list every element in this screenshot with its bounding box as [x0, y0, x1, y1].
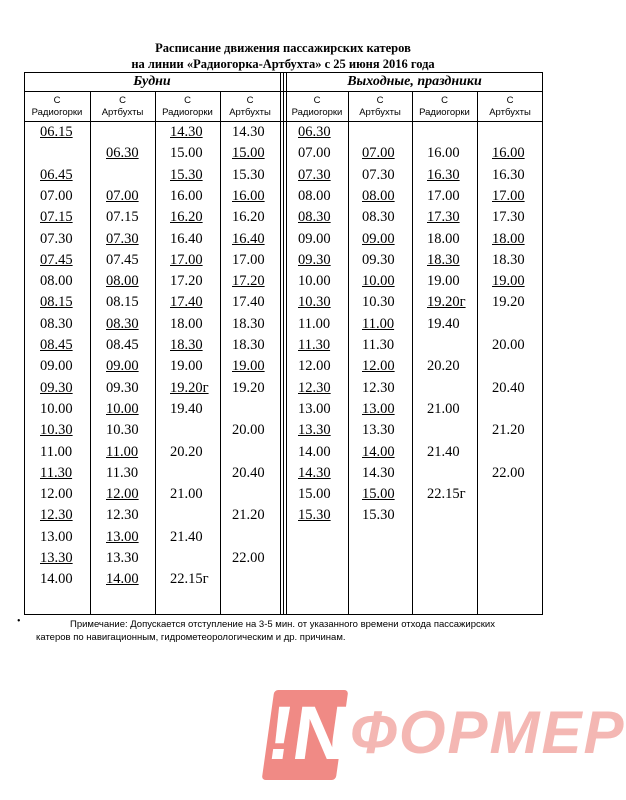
weekdays-header: Будни: [133, 74, 171, 89]
departure-time: 13.00: [362, 400, 395, 417]
informer-logo: [262, 690, 626, 780]
departure-time: 08.30: [362, 209, 395, 226]
departure-time: 11.00: [298, 315, 331, 332]
departure-time: 19.20г: [170, 379, 209, 396]
departure-time: 16.00: [427, 145, 460, 162]
departure-time: 10.00: [106, 400, 139, 417]
departure-time: 06.30: [298, 124, 331, 140]
departure-time: 17.30: [427, 209, 460, 226]
departure-time: 21.40: [170, 528, 203, 545]
departure-time: 16.20: [170, 209, 203, 226]
departure-time: 07.00: [106, 187, 139, 204]
departure-time: 17.00: [232, 251, 265, 268]
column-header-line: С: [246, 95, 254, 106]
departure-time: 09.30: [298, 251, 331, 268]
departure-time: 20.40: [492, 379, 525, 396]
footnote-line-2: катеров по навигационным, гидрометеорологическим и др. причинам.: [36, 632, 346, 643]
column-header-line: Радиогорки: [162, 107, 213, 118]
departure-time: 17.00: [492, 187, 525, 204]
departure-time: 11.00: [362, 315, 395, 332]
departure-time: 11.30: [362, 337, 395, 353]
departure-time: 07.15: [40, 209, 73, 226]
departure-time: 13.30: [40, 550, 73, 566]
column-divider: [348, 91, 349, 615]
departure-time: 14.00: [298, 443, 331, 460]
departure-time: 06.30: [106, 145, 139, 162]
departure-time: 07.45: [40, 251, 73, 268]
departure-time: 10.00: [40, 400, 73, 417]
departure-time: 12.00: [106, 486, 139, 503]
departure-time: 17.40: [170, 294, 203, 311]
departure-time: 13.30: [298, 422, 331, 439]
departure-time: 21.20: [492, 422, 525, 439]
departure-time: 08.00: [106, 273, 139, 290]
departure-time: 22.00: [492, 464, 525, 481]
departure-time: 17.30: [492, 209, 525, 226]
departure-time: 20.00: [232, 422, 265, 439]
departure-time: 16.00: [170, 187, 203, 204]
column-header-line: С: [506, 95, 514, 106]
departure-time: 09.30: [106, 379, 139, 396]
departure-time: 20.00: [492, 337, 525, 353]
departure-time: 21.40: [427, 443, 460, 460]
departure-time: 12.30: [298, 379, 331, 396]
departure-time: 13.30: [362, 422, 395, 439]
column-header-line: Радиогорки: [419, 107, 470, 118]
column-header-line: Радиогорки: [291, 107, 343, 118]
departure-time: 20.20: [427, 358, 460, 375]
departure-time: 12.00: [298, 358, 331, 375]
departure-time: 13.00: [40, 528, 73, 545]
departure-time: 17.00: [427, 187, 460, 204]
departure-time: 12.30: [362, 379, 395, 396]
departure-time: 15.30: [362, 507, 395, 524]
departure-time: 10.00: [298, 273, 331, 290]
departure-time: 10.00: [362, 273, 395, 290]
departure-time: 11.30: [298, 337, 331, 353]
departure-time: 14.00: [40, 571, 73, 588]
departure-time: 09.30: [362, 251, 395, 268]
footnote-line-1: Примечание: Допускается отступление на 3-5 мин. от указанного времени отхода пассажирских: [70, 619, 495, 630]
departure-time: 08.30: [106, 315, 139, 332]
departure-time: 11.00: [40, 443, 73, 460]
departure-time: 17.20: [170, 273, 203, 290]
departure-time: 16.00: [492, 145, 525, 162]
departure-time: 06.45: [40, 166, 73, 183]
departure-time: 07.30: [106, 230, 139, 247]
column-header-line: С: [441, 95, 448, 106]
departure-time: 15.00: [170, 145, 203, 162]
departure-time: 15.00: [362, 486, 395, 503]
departure-time: 14.30: [298, 464, 331, 481]
column-header: [24, 95, 90, 119]
column-header: [155, 95, 220, 119]
departure-time: 21.00: [170, 486, 203, 503]
departure-time: 08.45: [106, 337, 139, 353]
departure-time: 09.30: [40, 379, 73, 396]
logo-wordmark: ФОРМЕР: [350, 699, 626, 766]
departure-time: 22.15г: [170, 571, 209, 588]
bullet-mark: •: [17, 616, 21, 627]
departure-time: 13.00: [106, 528, 139, 545]
title-line-2: на линии «Радиогорка-Артбухта» с 25 июня 2016 года: [131, 57, 435, 71]
departure-time: 19.20: [232, 379, 265, 396]
departure-time: 08.15: [40, 294, 73, 311]
column-header: [477, 95, 543, 119]
logo-mark: [262, 690, 355, 780]
departure-time: 22.00: [232, 550, 265, 566]
departure-time: 18.30: [492, 251, 525, 268]
column-divider: [155, 91, 156, 615]
departure-time: 17.20: [232, 273, 265, 290]
column-divider: [412, 91, 413, 615]
column-header: [286, 95, 348, 119]
departure-time: 09.00: [40, 358, 73, 375]
departure-time: 19.00: [170, 358, 203, 375]
departure-time: 07.00: [298, 145, 331, 162]
departure-time: 14.30: [170, 124, 203, 140]
departure-time: 15.00: [232, 145, 265, 162]
departure-time: 15.30: [298, 507, 331, 524]
departure-time: 08.30: [298, 209, 331, 226]
departure-time: 07.15: [106, 209, 139, 226]
column-header-line: С: [376, 95, 384, 106]
column-header-line: Артбухты: [101, 107, 144, 118]
departure-time: 16.30: [492, 166, 525, 183]
departure-time: 10.30: [362, 294, 395, 311]
footnote: [36, 618, 546, 644]
departure-time: 08.45: [40, 337, 73, 353]
departure-time: 07.30: [40, 230, 73, 247]
column-header: [348, 95, 412, 119]
departure-time: 08.15: [106, 294, 139, 311]
departure-time: 12.00: [362, 358, 395, 375]
departure-time: 08.00: [362, 187, 395, 204]
departure-time: 07.30: [298, 166, 331, 183]
column-divider: [477, 91, 478, 615]
departure-time: 19.40: [427, 315, 460, 332]
departure-time: 17.40: [232, 294, 265, 311]
departure-time: 07.45: [106, 251, 139, 268]
departure-time: 16.40: [170, 230, 203, 247]
departure-time: 09.00: [298, 230, 331, 247]
departure-time: 09.00: [106, 358, 139, 375]
departure-time: 18.00: [492, 230, 525, 247]
departure-time: 12.00: [40, 486, 73, 503]
departure-time: 08.30: [40, 315, 73, 332]
departure-time: 18.00: [170, 315, 203, 332]
column-header-line: С: [119, 95, 126, 106]
column-header-line: Артбухты: [489, 107, 531, 118]
column-divider: [220, 91, 221, 615]
departure-time: 21.00: [427, 400, 460, 417]
departure-time: 19.00: [492, 273, 525, 290]
departure-time: 18.30: [232, 315, 265, 332]
departure-time: 15.30: [232, 166, 265, 183]
column-header: [220, 95, 280, 119]
departure-time: 19.00: [427, 273, 460, 290]
departure-time: 12.30: [40, 507, 73, 524]
departure-time: 18.30: [427, 251, 460, 268]
departure-time: 15.30: [170, 166, 203, 183]
departure-time: 21.20: [232, 507, 265, 524]
departure-time: 16.30: [427, 166, 460, 183]
departure-time: 18.00: [427, 230, 460, 247]
departure-time: 18.30: [232, 337, 265, 353]
departure-time: 12.30: [106, 507, 139, 524]
departure-time: 17.00: [170, 251, 203, 268]
section-divider: [286, 72, 287, 615]
departure-time: 20.20: [170, 443, 203, 460]
departure-time: 19.20: [492, 294, 525, 311]
departure-time: 16.20: [232, 209, 265, 226]
departure-time: 10.30: [40, 422, 73, 439]
column-header-line: Артбухты: [359, 107, 401, 118]
column-header-line: Радиогорки: [31, 107, 83, 118]
column-header-line: Артбухты: [229, 107, 271, 118]
column-header-line: С: [313, 95, 321, 106]
departure-time: 10.30: [106, 422, 139, 439]
departure-time: 16.00: [232, 187, 265, 204]
departure-time: 11.30: [40, 464, 73, 481]
column-header-line: С: [53, 95, 61, 106]
departure-time: 14.30: [362, 464, 395, 481]
departure-time: 13.30: [106, 550, 139, 566]
departure-time: 16.40: [232, 230, 265, 247]
departure-time: 19.00: [232, 358, 265, 375]
departure-time: 08.00: [40, 273, 73, 290]
column-header: [412, 95, 477, 119]
departure-time: 19.20г: [427, 294, 466, 311]
weekend-header: Выходные, праздники: [347, 74, 482, 89]
departure-time: 13.00: [298, 400, 331, 417]
title-line-1: Расписание движения пассажирских катеров: [155, 41, 411, 55]
section-divider: [283, 72, 284, 615]
departure-time: 07.00: [362, 145, 395, 162]
section-divider: [280, 72, 281, 615]
departure-time: 20.40: [232, 464, 265, 481]
departure-time: 19.40: [170, 400, 203, 417]
departure-time: 15.00: [298, 486, 331, 503]
departure-time: 07.30: [362, 166, 395, 183]
column-divider: [90, 91, 91, 615]
column-header: [90, 95, 155, 119]
departure-time: 11.00: [106, 443, 139, 460]
departure-time: 14.00: [106, 571, 139, 588]
departure-time: 06.15: [40, 124, 73, 140]
departure-time: 11.30: [106, 464, 139, 481]
departure-time: 14.00: [362, 443, 395, 460]
logo-mark-text: !N: [262, 691, 355, 776]
departure-time: 22.15г: [427, 486, 466, 503]
departure-time: 07.00: [40, 187, 73, 204]
departure-time: 14.30: [232, 124, 265, 140]
departure-time: 09.00: [362, 230, 395, 247]
departure-time: 18.30: [170, 337, 203, 353]
departure-time: 08.00: [298, 187, 331, 204]
departure-time: 10.30: [298, 294, 331, 311]
column-header-line: С: [184, 95, 191, 106]
